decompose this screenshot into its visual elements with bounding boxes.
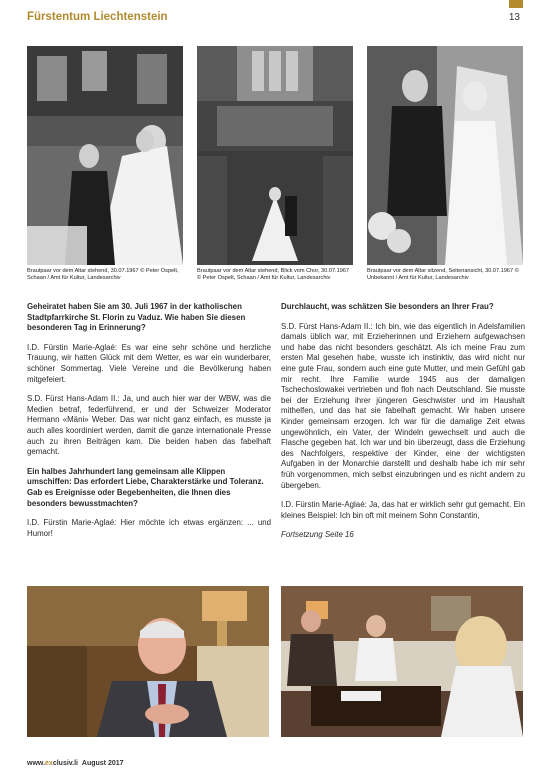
question-half-century: Ein halbes Jahrhundert lang gemeinsam alle Klippen umschiffen: Das erfordert Liebe, Charakterstärke und Toleranz. Gab es Ereignisse oder Begebenheiten, die Ihnen dies besonders bewusstmachten? bbox=[27, 466, 264, 508]
photo-couple-at-altar bbox=[27, 46, 183, 265]
footer-date: August 2017 bbox=[81, 760, 124, 767]
page-number: 13 bbox=[508, 12, 520, 23]
footer bbox=[27, 760, 124, 767]
answer-princess-2: I.D. Fürstin Marie-Aglaé: Hier möchte ich etwas ergänzen: ... und Humor! bbox=[27, 518, 271, 538]
photo-prince-portrait bbox=[27, 586, 269, 737]
caption-photo-2: Brautpaar vor dem Altar stehend, Blick vom Chor, 30.07.1967 © Peter Ospelt, Schaan / Amt für Kultur, Landesarchiv bbox=[197, 268, 350, 281]
header-bar bbox=[0, 0, 550, 4]
footer-url-prefix[interactable]: www. bbox=[27, 760, 46, 767]
continued-link[interactable]: Fortsetzung Seite 16 bbox=[281, 530, 354, 540]
photo-view-from-choir bbox=[197, 46, 353, 265]
interview-column-right bbox=[281, 302, 525, 550]
page-marker bbox=[509, 0, 523, 8]
section-title: Fürstentum Liechtenstein bbox=[27, 11, 168, 23]
interview-column-left bbox=[27, 302, 271, 548]
answer-prince-2: S.D. Fürst Hans-Adam II.: Ich bin, wie das eigentlich in Adelsfamilien damals üblich war, mit Erzieherinnen und Erziehern aufgewachsen und habe das nicht besonders geschätzt. Als ich meine Frau zum ersten Mal gesehen habe, wusste ich instinktiv, das wird nicht nur eine gute Frau, sondern auch eine gute Mutter, und mein Gefühl gab mir recht. Ihre Familie wurde 1945 aus der damaligen Tschechoslowakei vertrieben und floh nach Deutschland. Sie musste bei der Erziehung ihrer jüngeren Geschwister und im Haushalt mithelfen, und das hat sie fabelhaft gemacht. Wir haben unsere Kinder gemeinsam erzogen. Ich war für die damalige Zeit etwas ungewöhnlich, ein Vater, der Windeln gewechselt und auch die Flasche gegeben hat. Ich war und bin überzeugt, dass die Erziehung des Nachfolgers, respektive der Kinder, eine der wichtigsten Aufgaben in der Monarchie darstellt und deshalb habe ich mir sehr früh vorgenommen, mich selbst einzubringen und es nicht andern zu übergeben. bbox=[281, 321, 525, 490]
photo-couple-seated bbox=[367, 46, 523, 265]
question-wife: Durchlaucht, was schätzen Sie besonders an Ihrer Frau? bbox=[281, 302, 494, 311]
footer-url-accent[interactable]: ex bbox=[45, 760, 53, 767]
answer-princess-3: I.D. Fürstin Marie-Aglaé: Ja, das hat er wirklich sehr gut gemacht. Ein kleines Beispiel: Ich bin oft mit meinem Sohn Constantin, bbox=[281, 500, 525, 520]
answer-prince-1: S.D. Fürst Hans-Adam II.: Ja, und auch hier war der WBW, was die Medien betraf, federführend, er und der Schweizer Moderator Hermann «Mäni» Weber. Das war nicht ganz einfach, es musste ja auch alles koordiniert werden, damit die ganze internationale Presse auch zu ihren Beiträgen kam. Die beiden haben das fabelhaft gemacht. bbox=[27, 394, 271, 457]
question-wedding: Geheiratet haben Sie am 30. Juli 1967 in der katholischen Stadtpfarrkirche St. Florin zu Vaduz. Wie haben Sie diesen besonderen Tag in Erinnerung? bbox=[27, 302, 246, 333]
caption-photo-3: Brautpaar vor dem Altar sitzend, Seitenansicht, 30.07.1967 © Unbekannt / Amt für Kultur, Landesarchiv bbox=[367, 268, 519, 281]
footer-url-domain[interactable]: clusiv.li bbox=[52, 760, 78, 767]
photo-interview-scene bbox=[281, 586, 523, 737]
answer-princess-1: I.D. Fürstin Marie-Aglaé: Es war eine sehr schöne und herzliche Trauung, wir hatten Glück mit dem Wetter, es war ein wunderbarer, schöner Sommertag. Viele Vereine und die Bevölkerung haben mitgefeiert. bbox=[27, 342, 271, 384]
caption-photo-1: Brautpaar vor dem Altar stehend, 30.07.1967 © Peter Ospelt, Schaan / Amt für Kultur, Landesarchiv bbox=[27, 268, 179, 281]
